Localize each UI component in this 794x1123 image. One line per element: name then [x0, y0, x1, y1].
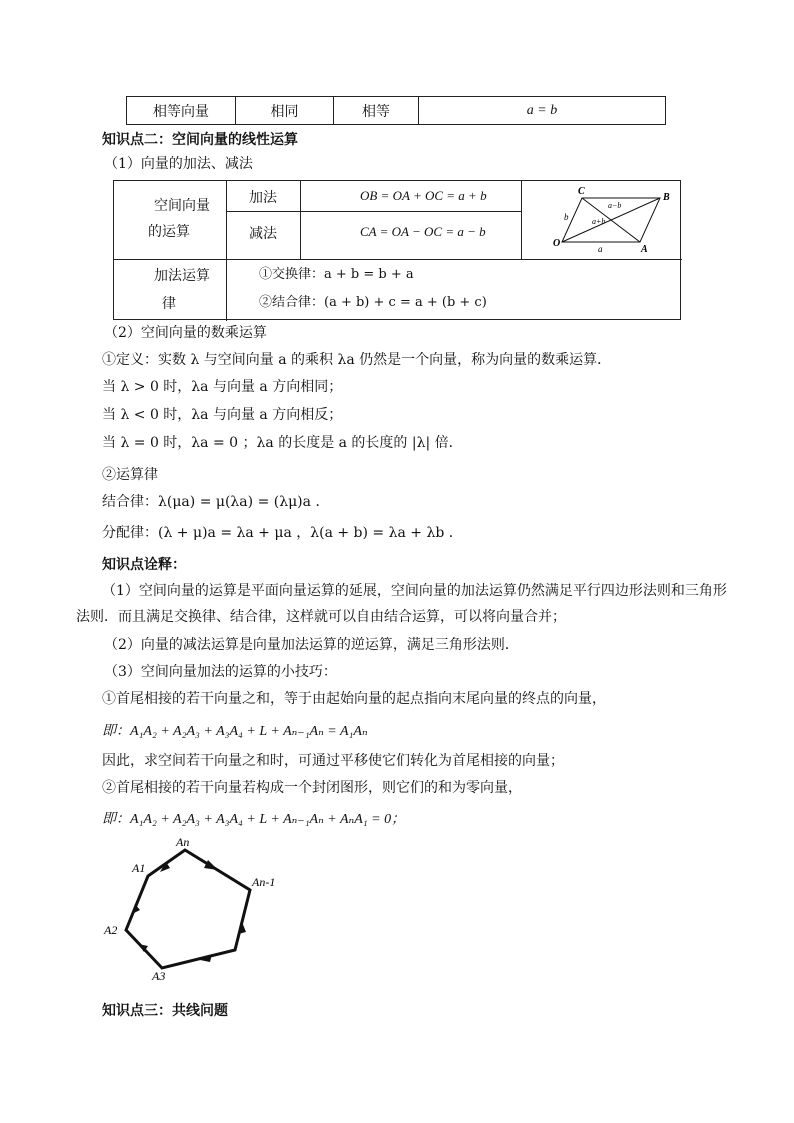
scalar-case-zero: 当 λ = 0 时，λa = 0 ；λa 的长度是 a 的长度的 |λ| 倍．: [102, 435, 463, 451]
closed-polygon-figure: [100, 834, 280, 984]
parallelogram-figure: [522, 182, 680, 258]
add-label: 加法: [249, 190, 277, 206]
scalar-definition: ①定义：实数 λ 与空间向量 a 的乘积 λa 仍然是一个向量，称为向量的数乘运算．: [102, 352, 612, 368]
label-a-minus-b: a−b: [608, 201, 622, 210]
notes-formula2: 即：A₁A₂ + A₂A₃ + A₃A₄ + L + Aₙ₋₁Aₙ + AₙA₁ = 0；: [102, 812, 406, 827]
notes-p1b: 法则．而且满足交换律、结合律，这样就可以自由结合运算，可以将向量合并；: [76, 609, 566, 625]
label-B: B: [663, 192, 670, 203]
section3-title: 知识点三：共线问题: [102, 1003, 228, 1019]
notes-formula1: 即：A₁A₂ + A₂A₃ + A₃A₄ + L + Aₙ₋₁Aₙ = A₁Aₙ: [102, 724, 368, 739]
law-associative: ②结合律：(a + b) + c = a + (b + c): [259, 295, 487, 310]
label-A1: A1: [132, 861, 146, 875]
ops-header-line1: 空间向量: [154, 198, 210, 214]
sub-label: 减法: [249, 226, 277, 242]
law-header-line1: 加法运算: [154, 268, 210, 284]
label-A: A: [641, 244, 648, 255]
scalar-case-negative: 当 λ < 0 时，λa 与向量 a 方向相反；: [102, 407, 343, 423]
cell-same: 相同: [236, 97, 334, 125]
label-An-1: An-1: [252, 875, 276, 889]
label-An: An: [176, 835, 190, 849]
add-formula: OB = OA + OC = a + b: [360, 188, 487, 203]
notes-title: 知识点诠释：: [102, 557, 186, 573]
label-C: C: [578, 186, 585, 197]
top-table: [126, 96, 666, 125]
notes-p5: 因此，求空间若干向量之和时，可通过平移使它们转化为首尾相接的向量；: [102, 753, 564, 769]
law-title: ②运算律: [102, 467, 158, 483]
label-O: O: [553, 238, 561, 249]
label-a: a: [598, 244, 603, 254]
section2-sub1: （1）向量的加法、减法: [104, 156, 253, 172]
notes-p1a: （1）空间向量的运算是平面向量运算的延展，空间向量的加法运算仍然满足平行四边形法则和三角形: [102, 583, 727, 599]
scalar-case-positive: 当 λ > 0 时，λa 与向量 a 方向相同；: [102, 379, 343, 395]
notes-p6: ②首尾相接的若干向量若构成一个封闭图形，则它们的和为零向量，: [102, 780, 522, 796]
label-A3: A3: [152, 969, 166, 983]
label-a-plus-b: a+b: [592, 217, 606, 226]
notes-p2: （2）向量的减法运算是向量加法运算的逆运算，满足三角形法则．: [104, 637, 519, 653]
label-b: b: [564, 212, 569, 222]
section2-title: 知识点二：空间向量的线性运算: [102, 132, 298, 148]
sub-formula: CA = OA − OC = a − b: [360, 224, 486, 239]
law-header-line2: 律: [162, 296, 176, 312]
notes-p3: （3）空间向量加法的运算的小技巧：: [104, 664, 337, 680]
cell-equal: 相等: [334, 97, 419, 125]
law-commutative: ①交换律：a + b = b + a: [259, 267, 414, 282]
label-A2: A2: [104, 923, 118, 937]
section2-sub2: （2）空间向量的数乘运算: [104, 325, 267, 341]
law-distrib: 分配律：(λ + μ)a = λa + μa ，λ(a + b) = λa + λb ．: [102, 525, 463, 541]
notes-p4: ①首尾相接的若干向量之和，等于由起始向量的起点指向末尾向量的终点的向量，: [102, 691, 606, 707]
cell-formula: a = b: [419, 97, 666, 125]
operations-table: [113, 180, 681, 320]
law-assoc: 结合律：λ(μa) = μ(λa) = (λμ)a ．: [102, 494, 330, 510]
ops-header-line2: 的运算: [148, 224, 190, 240]
cell-equal-vector: 相等向量: [127, 97, 236, 125]
